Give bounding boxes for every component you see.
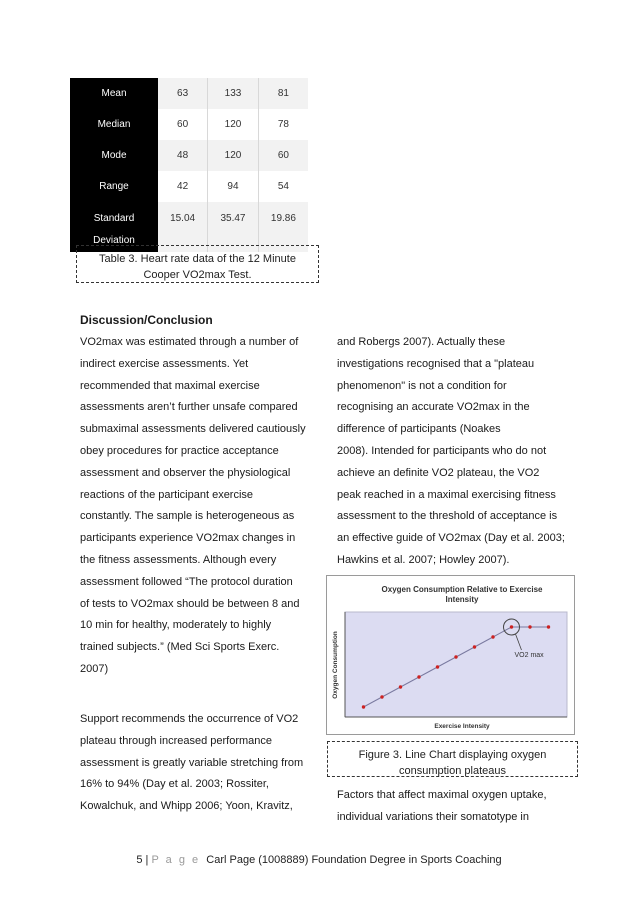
table-row xyxy=(70,109,308,140)
text-line: constantly. The sample is heterogeneous as xyxy=(80,510,295,523)
caption-line: Cooper VO2max Test. xyxy=(143,269,252,281)
heart-rate-table xyxy=(70,78,308,252)
text-line: assessment is greatly variable stretching from xyxy=(80,756,304,769)
table-cell: 120 xyxy=(208,140,259,171)
data-point xyxy=(380,695,383,698)
data-point xyxy=(454,655,457,658)
table-cell: 81 xyxy=(258,78,308,109)
text-line: obey procedures for practice acceptance xyxy=(80,444,279,457)
text-line: and Robergs 2007). Actually these xyxy=(337,336,506,348)
section-heading: Discussion/Conclusion xyxy=(80,313,213,327)
text-line: achieve an definite VO2 plateau, the VO2 xyxy=(337,466,540,479)
caption-line: consumption plateaus xyxy=(398,765,506,777)
row-label-line: Deviation xyxy=(93,235,135,246)
text-line: assessment followed “The protocol duration xyxy=(80,575,293,588)
text-line: an effective guide of VO2max (Day et al. 2003; xyxy=(337,532,565,545)
table-cell: 60 xyxy=(258,140,308,171)
page-word: P a g e xyxy=(151,854,201,866)
text-line: Support recommends the occurrence of VO2 xyxy=(80,713,299,725)
text-line: indirect exercise assessments. Yet xyxy=(80,357,249,370)
data-point xyxy=(362,705,365,708)
right-column-text-2 xyxy=(337,785,547,829)
text-line: peak reached in a maximal exercising fitness xyxy=(337,488,556,501)
data-point xyxy=(436,665,439,668)
table-cell: 42 xyxy=(158,171,208,202)
text-line: trained subjects.” (Med Sci Sports Exerc. xyxy=(80,641,280,654)
text-line: the fitness assessments. Although every xyxy=(80,553,277,566)
table-cell: 63 xyxy=(158,78,208,109)
text-line: Factors that affect maximal oxygen uptake, xyxy=(337,789,547,801)
text-line: participants experience VO2max changes in xyxy=(80,532,296,545)
text-line: submaximal assessments delivered cautiously xyxy=(80,423,306,436)
text-line: plateau through increased performance xyxy=(80,734,273,747)
y-axis-label: Oxygen Consumption xyxy=(332,631,339,699)
table-cell: 120 xyxy=(208,109,259,140)
table-row xyxy=(70,171,308,202)
row-label: Mode xyxy=(70,140,158,171)
text-line: investigations recognised that a "plateau xyxy=(337,357,535,370)
page-number: 5 xyxy=(136,854,143,866)
data-point xyxy=(417,675,420,678)
text-line: of tests to VO2max should be between 8 and xyxy=(80,597,300,610)
row-label: Mean xyxy=(70,78,158,109)
text-line: assessment to the threshold of acceptance is xyxy=(337,510,558,523)
text-line: individual variations their somatotype in xyxy=(337,810,529,823)
table-cell: 48 xyxy=(158,140,208,171)
table-cell: 60 xyxy=(158,109,208,140)
text-line: Hawkins et al. 2007; Howley 2007). xyxy=(337,553,510,566)
table-cell: 19.86 xyxy=(258,202,308,252)
text-line: recognising an accurate VO2max in the xyxy=(337,401,530,414)
line-chart xyxy=(327,576,574,734)
figure-caption-box xyxy=(327,741,578,777)
text-line: reactions of the participant exercise xyxy=(80,488,254,501)
text-line: recommended that maximal exercise xyxy=(80,379,260,392)
text-line: 10 min for healthy, moderately to highly xyxy=(80,619,272,632)
table-cell: 94 xyxy=(208,171,259,202)
table-cell: 15.04 xyxy=(158,202,208,252)
footer-text: Carl Page (1008889) Foundation Degree in Sports Coaching xyxy=(206,854,502,866)
left-column-text-2 xyxy=(80,709,303,818)
table-row xyxy=(70,140,308,171)
chart-title-2: Intensity xyxy=(445,595,479,604)
text-line: 2008). Intended for participants who do not xyxy=(337,444,547,457)
text-line: 16% to 94% (Day et al. 2003; Rossiter, xyxy=(80,778,269,791)
annotation-label: VO2 max xyxy=(514,652,544,659)
text-line: VO2max was estimated through a number of xyxy=(80,336,299,348)
figure-chart xyxy=(326,575,575,735)
table-caption xyxy=(77,246,318,283)
table-row xyxy=(70,78,308,109)
data-point xyxy=(547,625,550,628)
data-point xyxy=(399,685,402,688)
footer-separator: | xyxy=(145,854,149,866)
row-label: Range xyxy=(70,171,158,202)
x-axis-label: Exercise Intensity xyxy=(434,723,490,730)
data-point xyxy=(473,645,476,648)
text-line: Kowalchuk, and Whipp 2006; Yoon, Kravitz, xyxy=(80,800,293,813)
right-column-text xyxy=(337,332,565,572)
table-cell: 133 xyxy=(208,78,259,109)
text-line: 2007) xyxy=(80,662,109,675)
text-line: assessment and observer the physiological xyxy=(80,466,291,479)
table-cell: 54 xyxy=(258,171,308,202)
caption-line: Table 3. Heart rate data of the 12 Minute xyxy=(99,253,296,265)
row-label: Median xyxy=(70,109,158,140)
data-point xyxy=(510,625,513,628)
chart-title: Oxygen Consumption Relative to Exercise xyxy=(381,585,543,594)
table-cell: 78 xyxy=(258,109,308,140)
text-line: assessments aren’t further unsafe compared xyxy=(80,401,298,414)
page-footer xyxy=(0,854,638,866)
figure-caption xyxy=(328,742,577,779)
table-cell: 35.47 xyxy=(208,202,259,252)
caption-line: Figure 3. Line Chart displaying oxygen xyxy=(358,749,547,761)
data-point xyxy=(491,635,494,638)
plot-area xyxy=(345,612,567,717)
left-column-text xyxy=(80,332,306,681)
text-line: difference of participants (Noakes xyxy=(337,423,501,436)
table-caption-box xyxy=(76,245,319,283)
row-label-line: Standard xyxy=(93,213,135,224)
text-line: phenomenon" is not a condition for xyxy=(337,379,507,392)
data-point xyxy=(528,625,531,628)
